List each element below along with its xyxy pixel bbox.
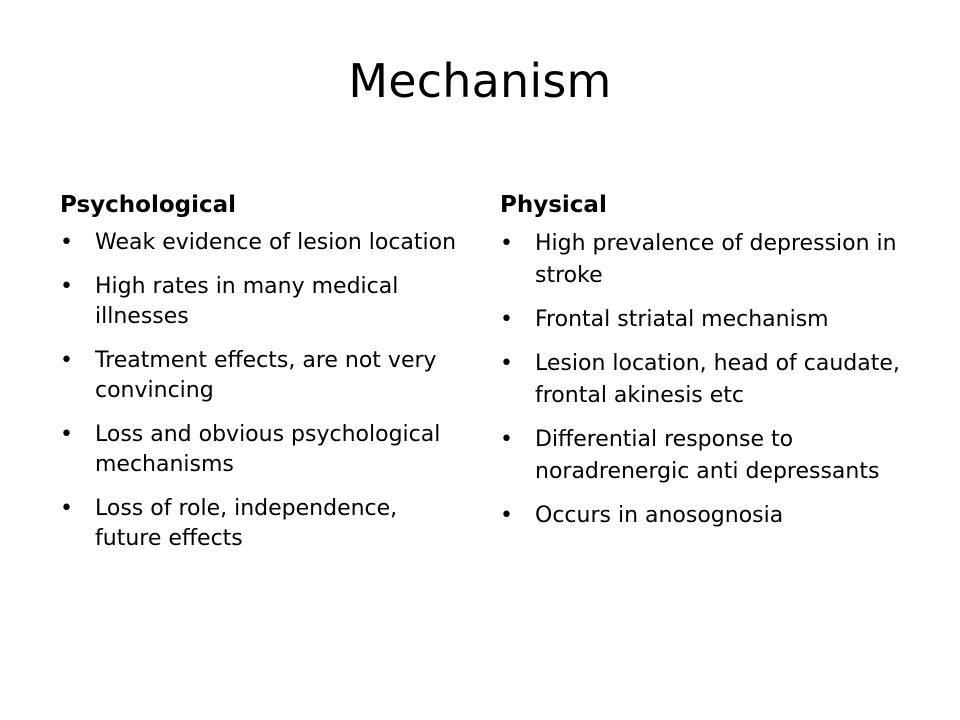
bullet-icon: • [60, 496, 73, 521]
list-item [60, 494, 460, 554]
list-item-text: High prevalence of depression in stroke [535, 231, 897, 288]
list-item-text: High rates in many medical illnesses [95, 274, 399, 329]
list-item-text: Lesion location, head of caudate, frontal akinesis etc [535, 351, 900, 408]
slide-title: Mechanism [348, 54, 612, 108]
list-item-text: Weak evidence of lesion location [95, 230, 457, 255]
bullet-icon: • [500, 427, 513, 452]
bullet-icon: • [60, 348, 73, 373]
right-column [500, 190, 905, 544]
list-item [60, 420, 460, 480]
right-column-heading: Physical [500, 192, 607, 218]
list-item-text: Loss and obvious psychological mechanisms [95, 422, 441, 477]
list-item [60, 228, 460, 258]
list-item-text: Differential response to noradrenergic anti depressants [535, 427, 880, 484]
bullet-icon: • [60, 230, 73, 255]
list-item-text: Occurs in anosognosia [535, 503, 784, 528]
list-item-text: Treatment effects, are not very convincing [95, 348, 437, 403]
list-item [500, 304, 905, 336]
bullet-icon: • [500, 503, 513, 528]
left-bullet-list [60, 228, 460, 554]
left-column [60, 190, 460, 568]
list-item [500, 500, 905, 532]
list-item [60, 346, 460, 406]
list-item [500, 228, 905, 292]
bullet-icon: • [500, 231, 513, 256]
right-bullet-list [500, 228, 905, 532]
bullet-icon: • [60, 274, 73, 299]
list-item-text: Frontal striatal mechanism [535, 307, 829, 332]
list-item [60, 272, 460, 332]
bullet-icon: • [500, 351, 513, 376]
bullet-icon: • [60, 422, 73, 447]
list-item-text: Loss of role, independence, future effects [95, 496, 398, 551]
list-item [500, 424, 905, 488]
left-column-heading: Psychological [60, 192, 237, 218]
bullet-icon: • [500, 307, 513, 332]
list-item [500, 348, 905, 412]
